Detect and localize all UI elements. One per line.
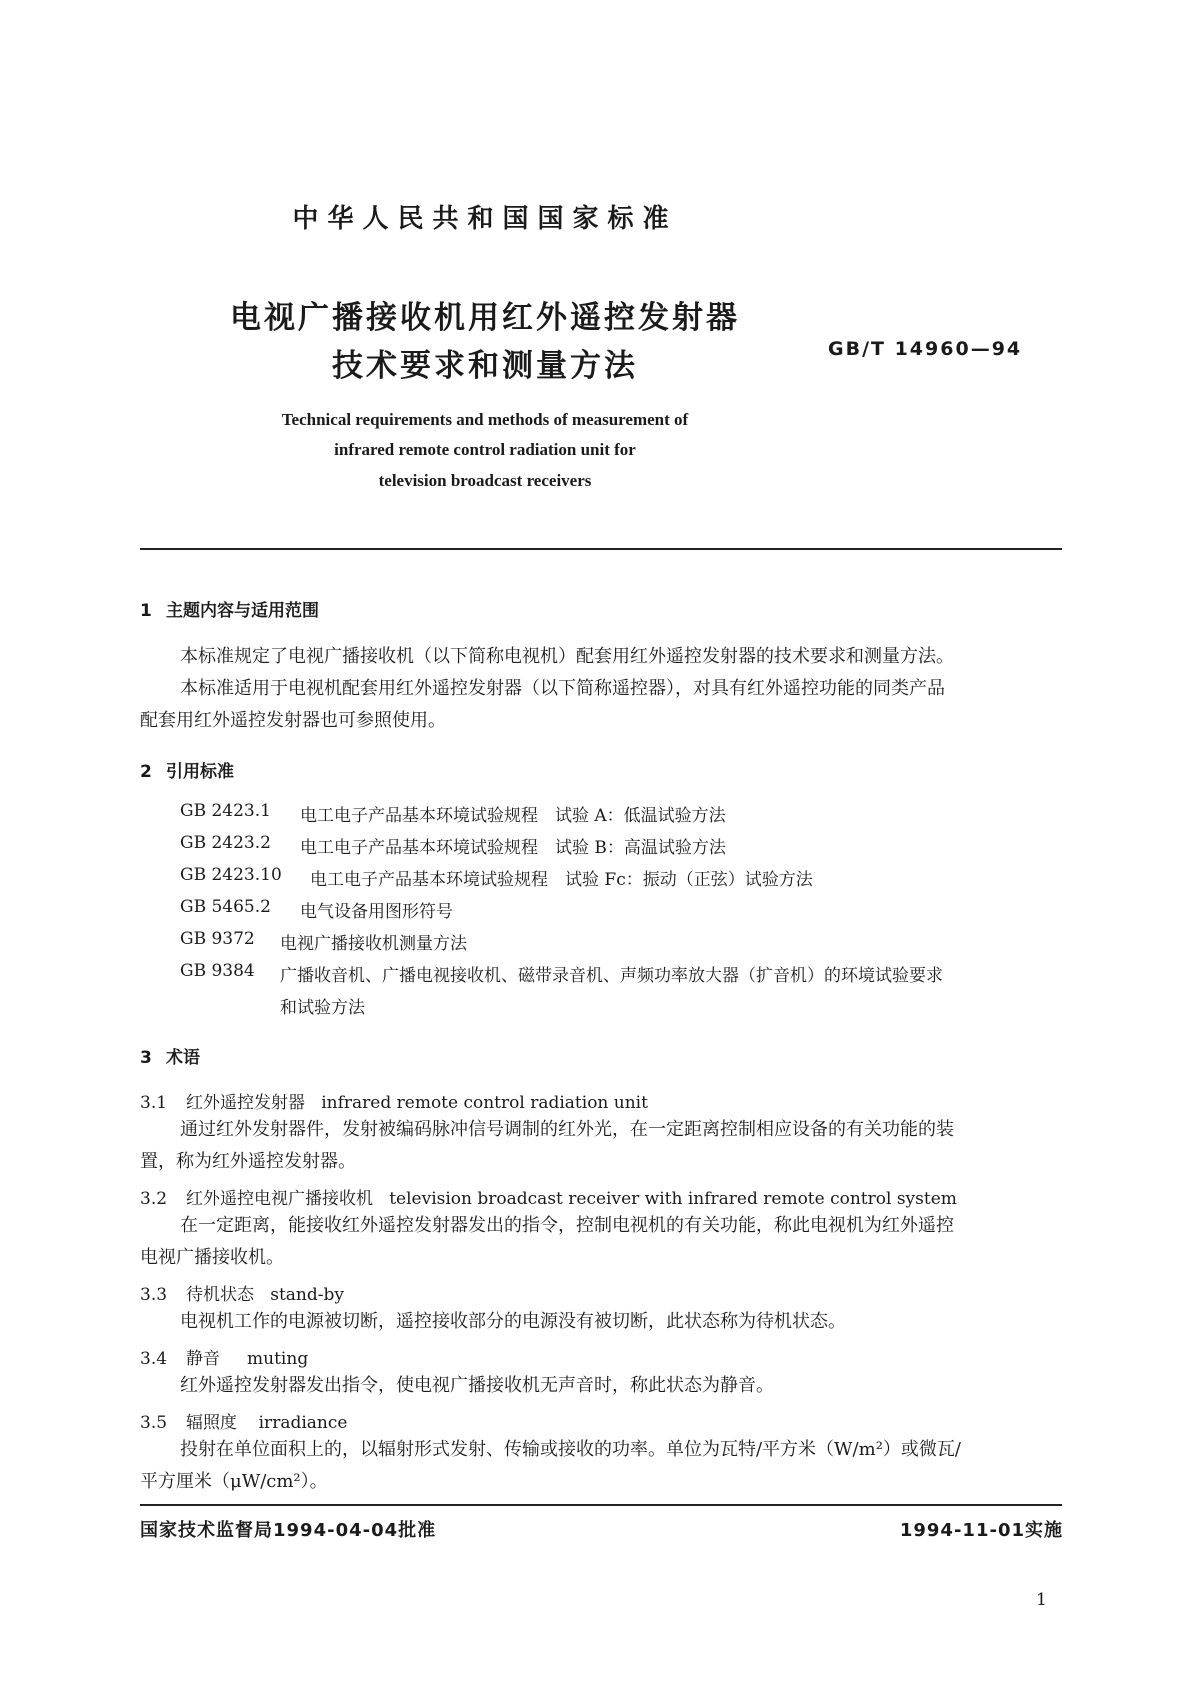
reference-title: 广播收音机、广播电视接收机、磁带录音机、声频功率放大器（扩音机）的环境试验要求	[280, 966, 943, 986]
english-title-line-3: television broadcast receivers	[378, 471, 592, 490]
section-1-paragraph-2-cont: 配套用红外遥控发射器也可参照使用。	[140, 710, 446, 731]
term-number: 3.5	[140, 1413, 168, 1433]
reference-code: GB 2423.1	[180, 801, 271, 821]
term-definition-cont: 置，称为红外遥控发射器。	[140, 1151, 356, 1172]
term-zh: 静音	[186, 1349, 220, 1369]
reference-code: GB 2423.10	[180, 865, 282, 885]
reference-code: GB 9384	[180, 961, 255, 981]
reference-code: GB 9372	[180, 929, 255, 949]
term-definition-cont: 电视广播接收机。	[140, 1247, 284, 1268]
effective-date: 1994-11-01实施	[899, 1520, 1063, 1541]
section-title: 主题内容与适用范围	[166, 601, 319, 621]
section-2-heading	[140, 757, 234, 782]
title-line-1: 电视广播接收机用红外遥控发射器	[230, 300, 740, 336]
term-definition: 投射在单位面积上的，以辐射形式发射、传输或接收的功率。单位为瓦特/平方米（W/m²）或微瓦/	[180, 1439, 961, 1460]
term-en: muting	[247, 1349, 309, 1369]
term-en: stand-by	[270, 1285, 344, 1305]
english-title-line-1: Technical requirements and methods of measurement of	[281, 410, 689, 429]
title-line-2: 技术要求和测量方法	[332, 348, 638, 384]
section-title: 术语	[166, 1048, 200, 1068]
term-definition: 通过红外发射器件，发射被编码脉冲信号调制的红外光，在一定距离控制相应设备的有关功能的装	[180, 1119, 954, 1140]
reference-title: 电工电子产品基本环境试验规程 试验 Fc：振动（正弦）试验方法	[310, 870, 813, 890]
section-3-heading	[140, 1043, 200, 1068]
term-zh: 红外遥控电视广播接收机	[186, 1189, 373, 1209]
term-zh: 辐照度	[186, 1413, 237, 1433]
reference-title: 电气设备用图形符号	[300, 902, 453, 922]
page-number: 1	[1036, 1590, 1047, 1610]
section-number: 3	[140, 1048, 152, 1068]
national-standard-heading: 中华人民共和国国家标准	[292, 204, 678, 234]
reference-title: 电工电子产品基本环境试验规程 试验 A：低温试验方法	[300, 806, 726, 826]
term-zh: 红外遥控发射器	[186, 1093, 305, 1113]
term-en: irradiance	[258, 1413, 348, 1433]
term-definition-cont: 平方厘米（μW/cm²）。	[140, 1471, 328, 1492]
standard-code: GB/T 14960—94	[828, 338, 1023, 360]
section-number: 1	[140, 601, 152, 621]
reference-code: GB 5465.2	[180, 897, 271, 917]
term-3-3	[140, 1280, 344, 1305]
section-1-paragraph-1: 本标准规定了电视广播接收机（以下简称电视机）配套用红外遥控发射器的技术要求和测量方法。	[180, 646, 954, 667]
reference-title: 电视广播接收机测量方法	[280, 934, 467, 954]
section-1-paragraph-2: 本标准适用于电视机配套用红外遥控发射器（以下简称遥控器），对具有红外遥控功能的同类产品	[180, 678, 945, 699]
term-3-5	[140, 1408, 347, 1433]
term-definition: 在一定距离，能接收红外遥控发射器发出的指令，控制电视机的有关功能，称此电视机为红外遥控	[180, 1215, 954, 1236]
term-number: 3.2	[140, 1189, 168, 1209]
footer-divider	[140, 1504, 1062, 1506]
term-number: 3.4	[140, 1349, 168, 1369]
reference-title: 电工电子产品基本环境试验规程 试验 B：高温试验方法	[300, 838, 726, 858]
reference-code: GB 2423.2	[180, 833, 271, 853]
section-title: 引用标准	[166, 762, 234, 782]
section-number: 2	[140, 762, 152, 782]
term-en: television broadcast receiver with infrared remote control system	[389, 1189, 957, 1209]
section-1-heading	[140, 596, 319, 621]
term-3-4	[140, 1344, 308, 1369]
term-3-2	[140, 1184, 957, 1209]
header-divider	[140, 548, 1062, 550]
reference-title-continuation: 和试验方法	[280, 998, 365, 1018]
term-definition: 电视机工作的电源被切断，遥控接收部分的电源没有被切断，此状态称为待机状态。	[180, 1311, 846, 1332]
term-zh: 待机状态	[186, 1285, 254, 1305]
term-number: 3.3	[140, 1285, 168, 1305]
term-en: infrared remote control radiation unit	[321, 1093, 648, 1113]
term-3-1	[140, 1088, 648, 1113]
english-title-line-2: infrared remote control radiation unit for	[334, 440, 636, 459]
term-number: 3.1	[140, 1093, 168, 1113]
approval-line: 国家技术监督局1994-04-04批准	[140, 1520, 437, 1541]
term-definition: 红外遥控发射器发出指令，使电视广播接收机无声音时，称此状态为静音。	[180, 1375, 774, 1396]
